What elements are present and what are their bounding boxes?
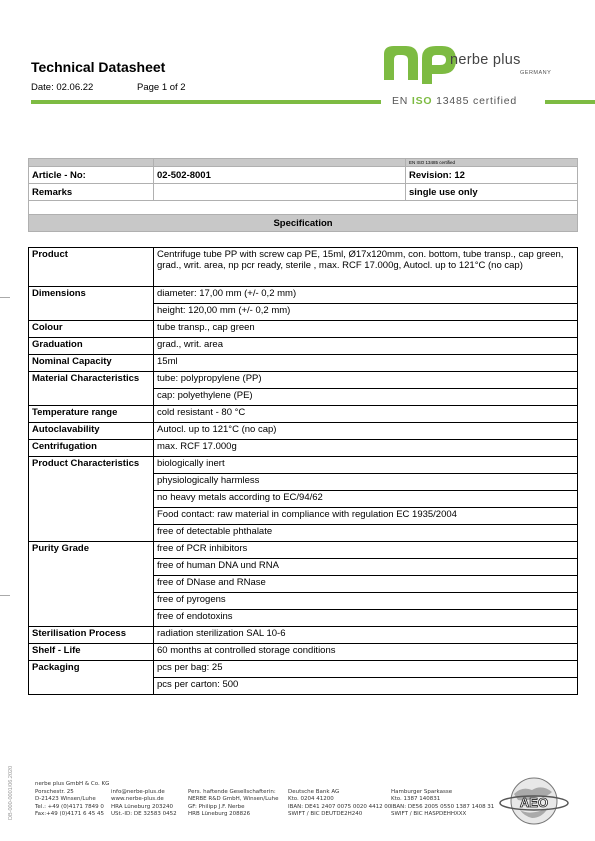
temperature-value: cold resistant - 80 °C bbox=[154, 406, 578, 423]
colour-label: Colour bbox=[29, 321, 154, 338]
remarks-empty bbox=[154, 184, 406, 201]
sterilisation-value: radiation sterilization SAL 10-6 bbox=[154, 627, 578, 644]
aeo-text: AEO bbox=[519, 795, 549, 810]
material-tube: tube: polypropylene (PP) bbox=[154, 372, 578, 389]
footer-company: nerbe plus GmbH & Co. KG Porschestr. 25 D-21423 Winsen/Luhe Tel.: +49 (0)4171 7849 0 Fax:+49 (0)4171 6 45 45 bbox=[35, 781, 110, 817]
product-characteristics-label: Product Characteristics bbox=[29, 457, 154, 474]
certification-text: EN ISO 13485 certified bbox=[392, 95, 518, 107]
shelf-life-label: Shelf - Life bbox=[29, 644, 154, 661]
centrifugation-value: max. RCF 17.000g bbox=[154, 440, 578, 457]
colour-value: tube transp., cap green bbox=[154, 321, 578, 338]
small-cert-label: EN ISO 13485 certified bbox=[406, 159, 578, 167]
packaging-bag: pcs per bag: 25 bbox=[154, 661, 578, 678]
dimensions-height: height: 120,00 mm (+/- 0,2 mm) bbox=[154, 304, 578, 321]
brand-name: nerbe plus bbox=[450, 52, 521, 68]
packaging-carton: pcs per carton: 500 bbox=[154, 678, 578, 695]
sterilisation-label: Sterilisation Process bbox=[29, 627, 154, 644]
fold-mark bbox=[0, 297, 10, 298]
temperature-label: Temperature range bbox=[29, 406, 154, 423]
purity-4: free of pyrogens bbox=[154, 593, 578, 610]
autoclavability-value: Autocl. up to 121°C (no cap) bbox=[154, 423, 578, 440]
capacity-label: Nominal Capacity bbox=[29, 355, 154, 372]
remarks-value: single use only bbox=[406, 184, 578, 201]
centrifugation-label: Centrifugation bbox=[29, 440, 154, 457]
certification-bar-right bbox=[545, 100, 595, 104]
material-cap: cap: polyethylene (PE) bbox=[154, 389, 578, 406]
footer-bank-2: Hamburger Sparkasse Kto. 1387 140831 IBAN: DE56 2005 0550 1387 1408 31 SWIFT / BIC HASPDEHHXXX bbox=[391, 788, 495, 817]
article-label: Article - No: bbox=[29, 167, 154, 184]
dimensions-label: Dimensions bbox=[29, 287, 154, 304]
shelf-life-value: 60 months at controlled storage conditions bbox=[154, 644, 578, 661]
brand-country: GERMANY bbox=[520, 70, 552, 76]
purity-5: free of endotoxins bbox=[154, 610, 578, 627]
purity-grade-label: Purity Grade bbox=[29, 542, 154, 559]
packaging-label: Packaging bbox=[29, 661, 154, 678]
document-title: Technical Datasheet bbox=[31, 59, 166, 75]
certification-bar-left bbox=[31, 100, 381, 104]
product-characteristic-1: biologically inert bbox=[154, 457, 578, 474]
specification-table bbox=[28, 247, 578, 695]
product-label: Product bbox=[29, 248, 154, 287]
fold-mark bbox=[0, 595, 10, 596]
capacity-value: 15ml bbox=[154, 355, 578, 372]
specification-heading: Specification bbox=[29, 215, 578, 232]
purity-2: free of human DNA und RNA bbox=[154, 559, 578, 576]
dimensions-diameter: diameter: 17,00 mm (+/- 0,2 mm) bbox=[154, 287, 578, 304]
product-characteristic-4: Food contact: raw material in compliance with regulation EC 1935/2004 bbox=[154, 508, 578, 525]
graduation-value: grad., writ. area bbox=[154, 338, 578, 355]
revision: Revision: 12 bbox=[406, 167, 578, 184]
footer-management: Pers. haftende Gesellschafterin: NERBE R&D GmbH, Winsen/Luhe GF: Philipp J.F. Nerbe HRB Lüneburg 208826 bbox=[188, 788, 279, 817]
article-number: 02-502-8001 bbox=[154, 167, 406, 184]
purity-3: free of DNase and RNase bbox=[154, 576, 578, 593]
remarks-label: Remarks bbox=[29, 184, 154, 201]
autoclavability-label: Autoclavability bbox=[29, 423, 154, 440]
aeo-logo bbox=[498, 776, 570, 826]
product-characteristic-3: no heavy metals according to EC/94/62 bbox=[154, 491, 578, 508]
page-number: Page 1 of 2 bbox=[137, 82, 186, 93]
footer-contact: info@nerbe-plus.de www.nerbe-plus.de HRA Lüneburg 203240 USt.-ID: DE 32583 0452 bbox=[111, 788, 177, 817]
article-info-table bbox=[28, 158, 578, 232]
product-characteristic-2: physiologically harmless bbox=[154, 474, 578, 491]
graduation-label: Graduation bbox=[29, 338, 154, 355]
product-value: Centrifuge tube PP with screw cap PE, 15ml, Ø17x120mm, con. bottom, tube transp., cap green, grad., writ. area, np pcr ready, sterile , max. RCF 17.000g, Autocl. up to 121°C (no cap) bbox=[154, 248, 578, 287]
material-label: Material Characteristics bbox=[29, 372, 154, 389]
footer-bank-1: Deutsche Bank AG Kto. 0204 41200 IBAN: DE41 2407 0075 0020 4412 00 SWIFT / BIC DEUTDE2H240 bbox=[288, 788, 392, 817]
product-characteristic-5: free of detectable phthalate bbox=[154, 525, 578, 542]
document-code: DB-000-0001/06.2020 bbox=[8, 765, 14, 820]
document-date: Date: 02.06.22 bbox=[31, 82, 94, 93]
purity-1: free of PCR inhibitors bbox=[154, 542, 578, 559]
spacer-row bbox=[29, 201, 578, 215]
